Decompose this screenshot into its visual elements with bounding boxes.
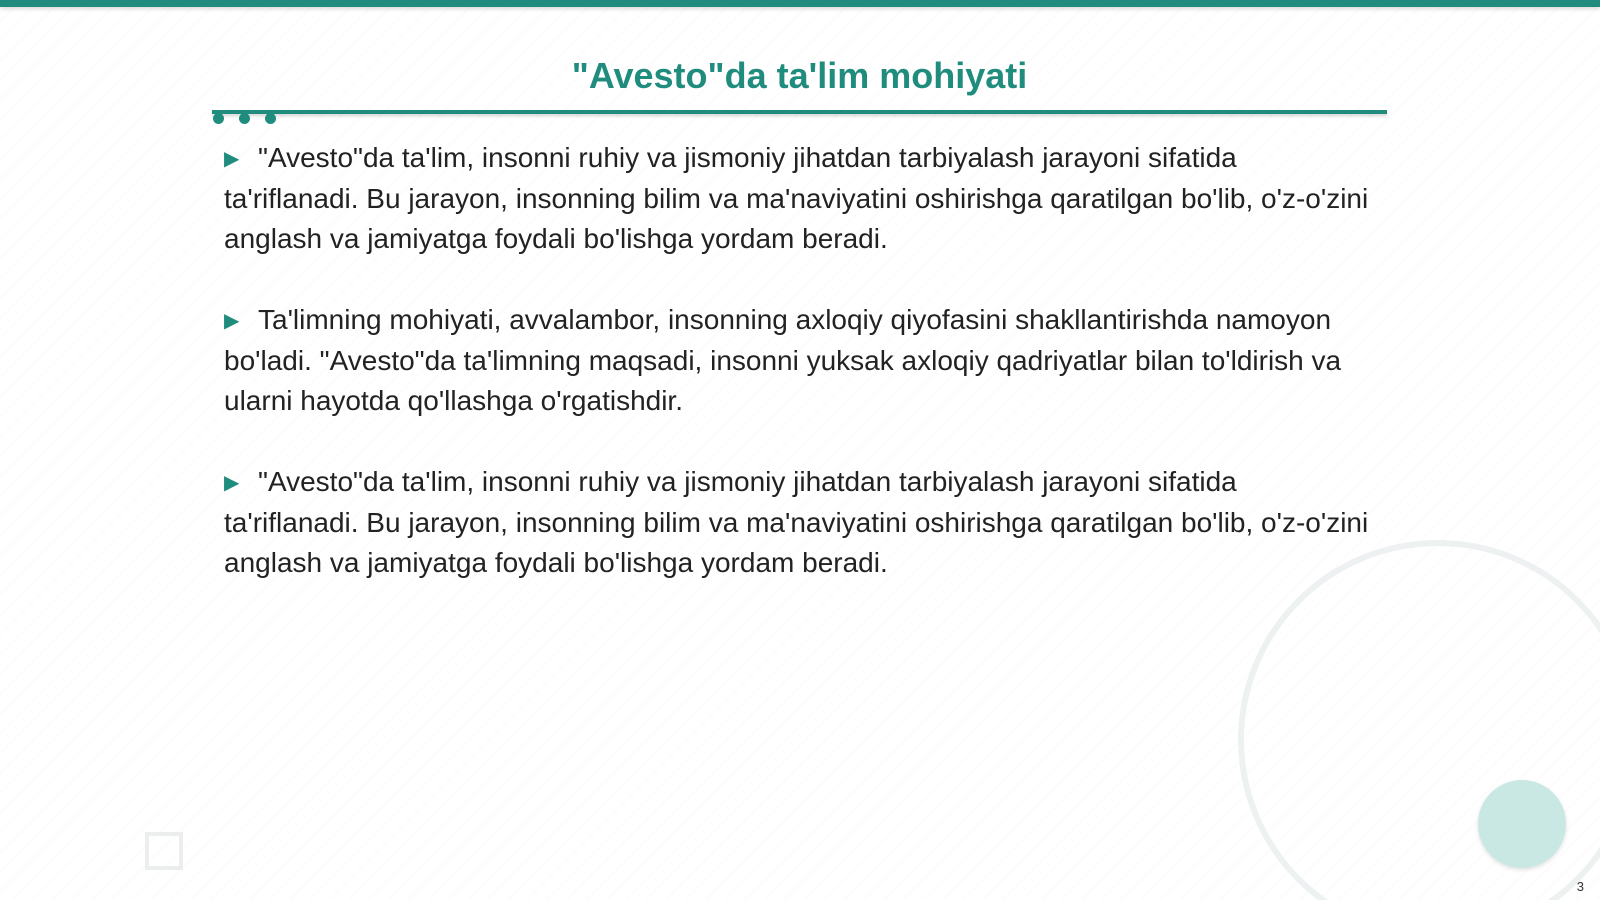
paragraph-text: Ta'limning mohiyati, avvalambor, insonning axloqiy qiyofasini shakllantirishda namoyon bo'ladi. "Avesto"da ta'limning maqsadi, insonni yuksak axloqiy qadriyatlar bilan to'ldirish va ularni hayotda qo'llashga o'rgatishdir.: [224, 304, 1342, 416]
bullet-paragraph-2: [224, 300, 1374, 421]
decorative-dot-icon: [265, 113, 276, 124]
slide-title: "Avesto"da ta'lim mohiyati: [571, 55, 1028, 96]
triangle-right-icon: ▶: [224, 148, 240, 170]
title-underline: [212, 110, 1387, 114]
decorative-dot-icon: [239, 113, 250, 124]
paragraph-text: "Avesto"da ta'lim, insonni ruhiy va jismoniy jihatdan tarbiyalash jarayoni sifatida ta'riflanadi. Bu jarayon, insonning bilim va ma'naviyatini oshirishga qaratilgan bo'lib, o'z-o'zini anglash va jamiyatga foydali bo'lishga yordam beradi.: [224, 466, 1369, 578]
paragraph-text: "Avesto"da ta'lim, insonni ruhiy va jismoniy jihatdan tarbiyalash jarayoni sifatida ta'riflanadi. Bu jarayon, insonning bilim va ma'naviyatini oshirishga qaratilgan bo'lib, o'z-o'zini anglash va jamiyatga foydali bo'lishga yordam beradi.: [224, 142, 1369, 254]
slide-content: [224, 138, 1374, 624]
triangle-right-icon: ▶: [224, 472, 240, 494]
page-number: 3: [1576, 879, 1584, 894]
decorative-square: [145, 832, 183, 870]
triangle-right-icon: ▶: [224, 310, 240, 332]
top-accent-bar: [0, 0, 1600, 7]
bullet-paragraph-3: [224, 462, 1374, 583]
decorative-circle: [1478, 780, 1566, 868]
decorative-dot-icon: [213, 113, 224, 124]
bullet-paragraph-1: [224, 138, 1374, 259]
